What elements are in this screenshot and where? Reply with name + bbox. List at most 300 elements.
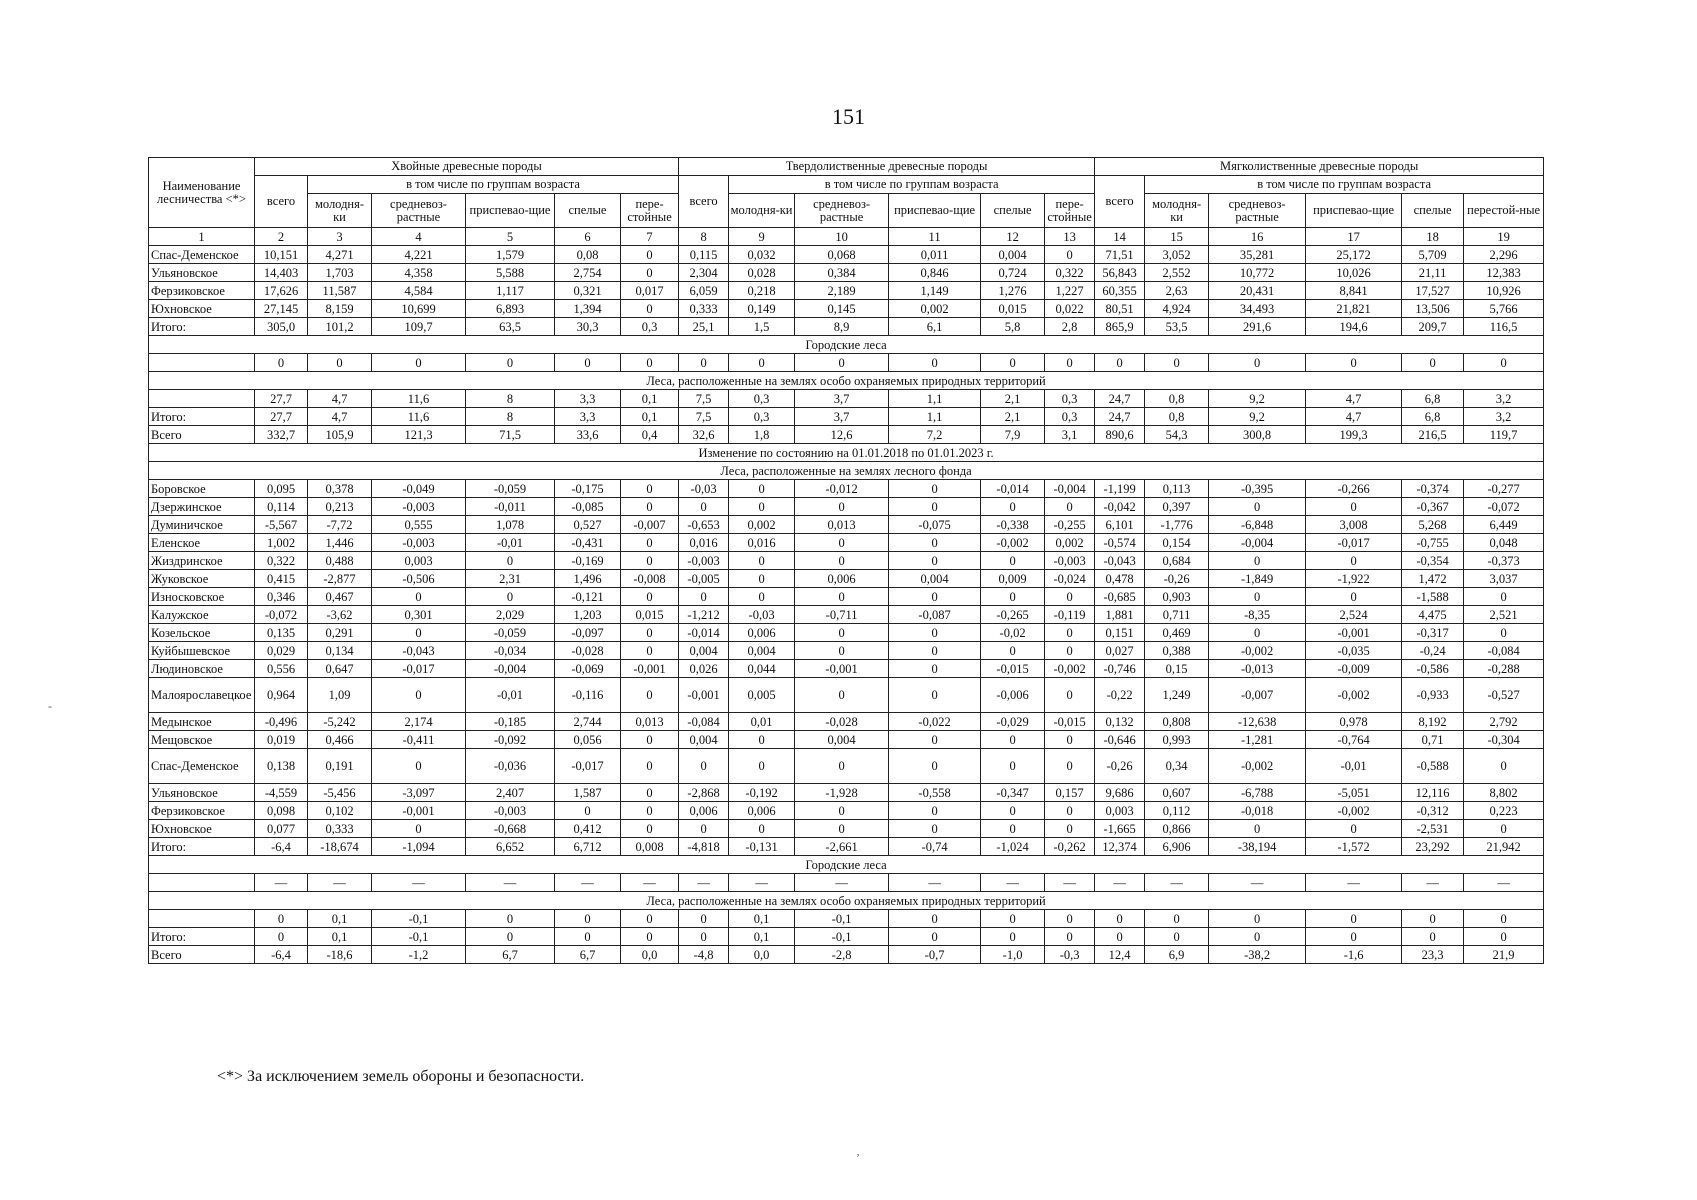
column-number: 1 [149, 228, 255, 246]
table-cell: -0,002 [1209, 642, 1306, 660]
table-cell: 0 [729, 570, 795, 588]
table-cell: 0,016 [729, 534, 795, 552]
section-header-row [149, 462, 1544, 480]
table-cell: 8 [466, 408, 555, 426]
row-name: Ульяновское [149, 264, 255, 282]
column-number: 13 [1045, 228, 1095, 246]
table-cell: 0,027 [1095, 642, 1145, 660]
table-cell: 0,34 [1145, 749, 1209, 784]
table-cell: 0 [1045, 731, 1095, 749]
table-cell: 1,881 [1095, 606, 1145, 624]
table-cell: — [1145, 874, 1209, 892]
table-cell: -0,288 [1464, 660, 1544, 678]
table-cell: -0,175 [555, 480, 621, 498]
table-cell: 4,358 [372, 264, 466, 282]
table-cell: 0 [981, 910, 1045, 928]
table-cell: 0 [555, 354, 621, 372]
table-cell: 0,077 [255, 820, 308, 838]
table-cell: 8 [466, 390, 555, 408]
section-header-row [149, 856, 1544, 874]
table-cell: 21,942 [1464, 838, 1544, 856]
table-cell: 0,138 [255, 749, 308, 784]
scan-mark: - [48, 699, 52, 713]
table-cell: 9,2 [1209, 390, 1306, 408]
table-cell: 10,926 [1464, 282, 1544, 300]
table-cell: — [1402, 874, 1464, 892]
row-name: Итого: [149, 318, 255, 336]
table-cell: 0,113 [1145, 480, 1209, 498]
table-cell: 0 [1045, 928, 1095, 946]
table-cell: 0 [621, 264, 679, 282]
table-cell: 0 [1045, 820, 1095, 838]
table-cell: 0,004 [981, 246, 1045, 264]
table-cell: 0 [889, 678, 981, 713]
table-cell: -0,003 [372, 498, 466, 516]
table-cell: 0 [1145, 910, 1209, 928]
table-cell: 3,7 [795, 408, 889, 426]
table-cell: 0 [1209, 820, 1306, 838]
table-cell: 0,151 [1095, 624, 1145, 642]
table-cell: 0,291 [308, 624, 372, 642]
table-cell: 0,301 [372, 606, 466, 624]
table-cell: 5,766 [1464, 300, 1544, 318]
table-cell: 0 [621, 731, 679, 749]
table-cell: 0 [1045, 588, 1095, 606]
table-cell: 24,7 [1095, 408, 1145, 426]
table-cell: -0,755 [1402, 534, 1464, 552]
table-cell: -0,131 [729, 838, 795, 856]
table-cell: 0 [889, 480, 981, 498]
table-cell: 8,159 [308, 300, 372, 318]
table-row [149, 588, 1544, 606]
table-cell: 0 [981, 552, 1045, 570]
table-cell: 0 [729, 588, 795, 606]
section-title: Изменение по состоянию на 01.01.2018 по 01.01.2023 г. [149, 444, 1544, 462]
row-name: Итого: [149, 408, 255, 426]
table-cell: 0 [1045, 642, 1095, 660]
table-cell: -0,338 [981, 516, 1045, 534]
table-cell: — [255, 874, 308, 892]
table-cell: 0,711 [1145, 606, 1209, 624]
table-cell: 0 [679, 749, 729, 784]
header-age: молодня-ки [1145, 194, 1209, 228]
table-cell: 0 [621, 678, 679, 713]
table-cell: -0,527 [1464, 678, 1544, 713]
table-cell: 23,292 [1402, 838, 1464, 856]
table-cell: 32,6 [679, 426, 729, 444]
table-cell: 25,172 [1306, 246, 1402, 264]
table-cell: 0,002 [729, 516, 795, 534]
table-row [149, 910, 1544, 928]
table-cell: -0,072 [1464, 498, 1544, 516]
table-cell: -0,003 [1045, 552, 1095, 570]
table-cell: 0 [1402, 354, 1464, 372]
table-cell: 0 [981, 928, 1045, 946]
table-cell: 0,004 [729, 642, 795, 660]
table-cell: -0,255 [1045, 516, 1095, 534]
table-cell: -3,097 [372, 784, 466, 802]
table-cell: 0,013 [795, 516, 889, 534]
table-cell: -0,017 [372, 660, 466, 678]
table-cell: 0 [795, 802, 889, 820]
table-cell: 0,8 [1145, 390, 1209, 408]
table-cell: 0 [1464, 928, 1544, 946]
table-cell: 0 [679, 928, 729, 946]
column-number: 17 [1306, 228, 1402, 246]
section-title: Городские леса [149, 336, 1544, 354]
table-cell: -0,002 [1209, 749, 1306, 784]
table-cell: 0 [621, 480, 679, 498]
table-cell: 0 [729, 480, 795, 498]
table-cell: -0,034 [466, 642, 555, 660]
table-cell: 0 [729, 731, 795, 749]
table-cell: -0,01 [1306, 749, 1402, 784]
table-cell: -0,185 [466, 713, 555, 731]
section-header-row [149, 444, 1544, 462]
table-cell: 1,472 [1402, 570, 1464, 588]
table-cell: 6,893 [466, 300, 555, 318]
table-cell: 0,015 [621, 606, 679, 624]
table-cell: 0,978 [1306, 713, 1402, 731]
table-cell: 0 [621, 642, 679, 660]
table-cell: -1,776 [1145, 516, 1209, 534]
table-cell: 0 [795, 588, 889, 606]
table-cell: 0 [1306, 928, 1402, 946]
table-cell: 0,4 [621, 426, 679, 444]
table-cell: 0 [1464, 749, 1544, 784]
header-age: спелые [555, 194, 621, 228]
table-cell: 121,3 [372, 426, 466, 444]
table-cell: 0 [889, 928, 981, 946]
table-cell: 0,684 [1145, 552, 1209, 570]
table-cell: -1,6 [1306, 946, 1402, 964]
table-cell: 0,102 [308, 802, 372, 820]
header-age: средневоз-растные [372, 194, 466, 228]
table-cell: 0 [1209, 552, 1306, 570]
table-cell: 0 [1209, 928, 1306, 946]
table-cell: 0 [621, 928, 679, 946]
table-cell: -0,431 [555, 534, 621, 552]
table-cell: 17,527 [1402, 282, 1464, 300]
table-cell: 0,1 [308, 928, 372, 946]
table-cell: 0,556 [255, 660, 308, 678]
table-cell: -0,042 [1095, 498, 1145, 516]
column-number: 10 [795, 228, 889, 246]
table-row [149, 642, 1544, 660]
table-cell: 30,3 [555, 318, 621, 336]
table-cell: 300,8 [1209, 426, 1306, 444]
row-name: Думиничское [149, 516, 255, 534]
table-cell: -0,017 [1306, 534, 1402, 552]
table-cell: 1,276 [981, 282, 1045, 300]
table-cell: 1,394 [555, 300, 621, 318]
table-cell: 12,116 [1402, 784, 1464, 802]
table-cell: 33,6 [555, 426, 621, 444]
table-cell: 0 [555, 928, 621, 946]
table-cell: 0,555 [372, 516, 466, 534]
table-cell: 0 [795, 498, 889, 516]
table-cell: 0,378 [308, 480, 372, 498]
table-cell: 0 [621, 354, 679, 372]
table-cell: 2,296 [1464, 246, 1544, 264]
header-age: пере-стойные [1045, 194, 1095, 228]
table-cell: -0,002 [1045, 660, 1095, 678]
table-cell: -0,192 [729, 784, 795, 802]
row-name: Спас-Деменское [149, 749, 255, 784]
table-cell: 0,3 [1045, 390, 1095, 408]
table-cell: -0,043 [1095, 552, 1145, 570]
table-cell: 0 [679, 498, 729, 516]
table-cell: 1,1 [889, 408, 981, 426]
column-number: 2 [255, 228, 308, 246]
table-cell: 12,4 [1095, 946, 1145, 964]
table-cell: — [1209, 874, 1306, 892]
table-cell: — [795, 874, 889, 892]
table-cell: 0 [981, 354, 1045, 372]
table-cell: -0,059 [466, 624, 555, 642]
table-cell: 0 [555, 910, 621, 928]
table-cell: -0,001 [795, 660, 889, 678]
table-cell: 3,2 [1464, 390, 1544, 408]
column-number: 11 [889, 228, 981, 246]
header-age: молодня-ки [729, 194, 795, 228]
table-cell: 1,5 [729, 318, 795, 336]
table-cell: 34,493 [1209, 300, 1306, 318]
table-cell: 1,703 [308, 264, 372, 282]
table-cell: -0,075 [889, 516, 981, 534]
table-cell: 0 [372, 354, 466, 372]
table-cell: -0,558 [889, 784, 981, 802]
table-cell: -3,62 [308, 606, 372, 624]
table-cell: -8,35 [1209, 606, 1306, 624]
section-header-row [149, 336, 1544, 354]
table-cell: 3,3 [555, 390, 621, 408]
table-cell: -0,116 [555, 678, 621, 713]
table-cell: 0,006 [729, 624, 795, 642]
table-cell: — [679, 874, 729, 892]
table-cell: -0,1 [795, 928, 889, 946]
table-cell: -0,74 [889, 838, 981, 856]
table-cell: 0 [1045, 498, 1095, 516]
table-cell: 0 [255, 928, 308, 946]
table-cell: 0 [1306, 820, 1402, 838]
table-cell: 0 [621, 300, 679, 318]
column-number: 5 [466, 228, 555, 246]
section-header-row [149, 892, 1544, 910]
table-cell: -0,586 [1402, 660, 1464, 678]
table-cell: — [1045, 874, 1095, 892]
table-cell: 0 [1464, 820, 1544, 838]
table-cell: 0,044 [729, 660, 795, 678]
table-cell: 2,31 [466, 570, 555, 588]
table-cell: 0,321 [555, 282, 621, 300]
table-cell: -0,746 [1095, 660, 1145, 678]
table-cell: 0 [795, 354, 889, 372]
table-cell: 0 [1209, 498, 1306, 516]
table-cell: 6,101 [1095, 516, 1145, 534]
row-name: Ферзиковское [149, 802, 255, 820]
table-cell: -0,059 [466, 480, 555, 498]
table-row [149, 820, 1544, 838]
header-total: всего [255, 176, 308, 228]
table-cell: 0 [466, 910, 555, 928]
table-cell: 1,002 [255, 534, 308, 552]
table-cell: -1,922 [1306, 570, 1402, 588]
table-cell: -0,072 [255, 606, 308, 624]
table-cell: 35,281 [1209, 246, 1306, 264]
table-cell: -0,22 [1095, 678, 1145, 713]
table-cell: 0,488 [308, 552, 372, 570]
table-cell: -0,374 [1402, 480, 1464, 498]
table-cell: 0,3 [621, 318, 679, 336]
table-cell: 0 [621, 820, 679, 838]
table-cell: 7,2 [889, 426, 981, 444]
table-cell: 0 [981, 642, 1045, 660]
table-cell: 0,002 [889, 300, 981, 318]
table-cell: 0,322 [1045, 264, 1095, 282]
table-cell: 2,174 [372, 713, 466, 731]
table-cell: 0 [372, 588, 466, 606]
table-cell: -2,877 [308, 570, 372, 588]
table-cell: 0,009 [981, 570, 1045, 588]
table-row [149, 660, 1544, 678]
table-cell: -0,711 [795, 606, 889, 624]
section-title: Леса, расположенные на землях особо охраняемых природных территорий [149, 892, 1544, 910]
table-cell: -0,933 [1402, 678, 1464, 713]
table-cell: -0,002 [981, 534, 1045, 552]
table-cell: 0 [1045, 678, 1095, 713]
table-cell: 0,388 [1145, 642, 1209, 660]
table-cell: 0 [1306, 588, 1402, 606]
table-cell: 0 [466, 354, 555, 372]
table-cell: 71,51 [1095, 246, 1145, 264]
table-cell: 0 [889, 749, 981, 784]
table-cell: 80,51 [1095, 300, 1145, 318]
table-cell: 0 [679, 820, 729, 838]
table-row [149, 426, 1544, 444]
table-row [149, 552, 1544, 570]
table-cell: 0,0 [729, 946, 795, 964]
table-cell: 0 [889, 802, 981, 820]
column-number: 19 [1464, 228, 1544, 246]
table-cell: -0,035 [1306, 642, 1402, 660]
table-cell: 0,032 [729, 246, 795, 264]
table-cell: -0,03 [679, 480, 729, 498]
table-cell: 10,151 [255, 246, 308, 264]
row-name: Людиновское [149, 660, 255, 678]
table-cell: 0 [889, 820, 981, 838]
table-cell: 0 [372, 820, 466, 838]
table-cell: 0 [466, 588, 555, 606]
table-cell: -0,084 [679, 713, 729, 731]
table-cell: — [889, 874, 981, 892]
row-name: Итого: [149, 838, 255, 856]
table-cell: 4,7 [308, 390, 372, 408]
table-cell: -0,007 [1209, 678, 1306, 713]
table-cell: 0,3 [1045, 408, 1095, 426]
table-cell: 0 [621, 784, 679, 802]
table-cell: 0,095 [255, 480, 308, 498]
header-age: приспевао-щие [1306, 194, 1402, 228]
table-cell: -1,024 [981, 838, 1045, 856]
table-cell: 0,3 [729, 390, 795, 408]
table-cell: -0,015 [981, 660, 1045, 678]
table-cell: 2,407 [466, 784, 555, 802]
row-name: Износковское [149, 588, 255, 606]
table-cell: 116,5 [1464, 318, 1544, 336]
table-cell: 0,149 [729, 300, 795, 318]
table-cell: 0 [255, 354, 308, 372]
table-cell: 0,08 [555, 246, 621, 264]
table-row [149, 678, 1544, 713]
table-cell: 0 [729, 354, 795, 372]
table-cell: -0,001 [372, 802, 466, 820]
table-cell: 0 [889, 910, 981, 928]
table-cell: 1,249 [1145, 678, 1209, 713]
column-numbers-row [149, 228, 1544, 246]
table-cell: -0,653 [679, 516, 729, 534]
table-cell: 0 [729, 498, 795, 516]
row-name: Боровское [149, 480, 255, 498]
header-subgroup: в том числе по группам возраста [729, 176, 1095, 194]
table-cell: 0 [308, 354, 372, 372]
table-cell: 10,026 [1306, 264, 1402, 282]
table-cell: -0,004 [466, 660, 555, 678]
table-cell: 0 [795, 642, 889, 660]
table-row [149, 874, 1544, 892]
table-cell: -4,818 [679, 838, 729, 856]
table-cell: -0,1 [372, 928, 466, 946]
table-cell: 8,192 [1402, 713, 1464, 731]
table-cell: -5,456 [308, 784, 372, 802]
table-cell: -1,199 [1095, 480, 1145, 498]
row-name: Ферзиковское [149, 282, 255, 300]
table-cell: -0,588 [1402, 749, 1464, 784]
table-row [149, 624, 1544, 642]
table-cell: 0,056 [555, 731, 621, 749]
header-subgroup: в том числе по группам возраста [1145, 176, 1544, 194]
table-cell: -0,004 [1209, 534, 1306, 552]
table-cell: 0 [255, 910, 308, 928]
table-cell: -0,013 [1209, 660, 1306, 678]
table-cell: 1,117 [466, 282, 555, 300]
table-cell: 2,63 [1145, 282, 1209, 300]
table-cell: -0,003 [466, 802, 555, 820]
table-cell: 54,3 [1145, 426, 1209, 444]
table-cell: 0,808 [1145, 713, 1209, 731]
table-cell: 0 [1464, 354, 1544, 372]
table-cell: 0,112 [1145, 802, 1209, 820]
table-cell: 109,7 [372, 318, 466, 336]
table-cell: -0,036 [466, 749, 555, 784]
table-cell: 1,8 [729, 426, 795, 444]
table-cell: 1,078 [466, 516, 555, 534]
table-cell: 5,8 [981, 318, 1045, 336]
table-cell: -7,72 [308, 516, 372, 534]
table-cell: 0 [729, 552, 795, 570]
table-cell: -0,001 [1306, 624, 1402, 642]
table-cell: 0 [621, 552, 679, 570]
table-cell: 0 [466, 552, 555, 570]
row-name: Жиздринское [149, 552, 255, 570]
table-cell: 0,15 [1145, 660, 1209, 678]
table-cell: 0,964 [255, 678, 308, 713]
header-softwood: Мягколиственные древесные породы [1095, 158, 1544, 176]
table-cell: 0,022 [1045, 300, 1095, 318]
table-cell: 0 [1209, 588, 1306, 606]
table-cell: 0,157 [1045, 784, 1095, 802]
table-cell: 0 [679, 354, 729, 372]
